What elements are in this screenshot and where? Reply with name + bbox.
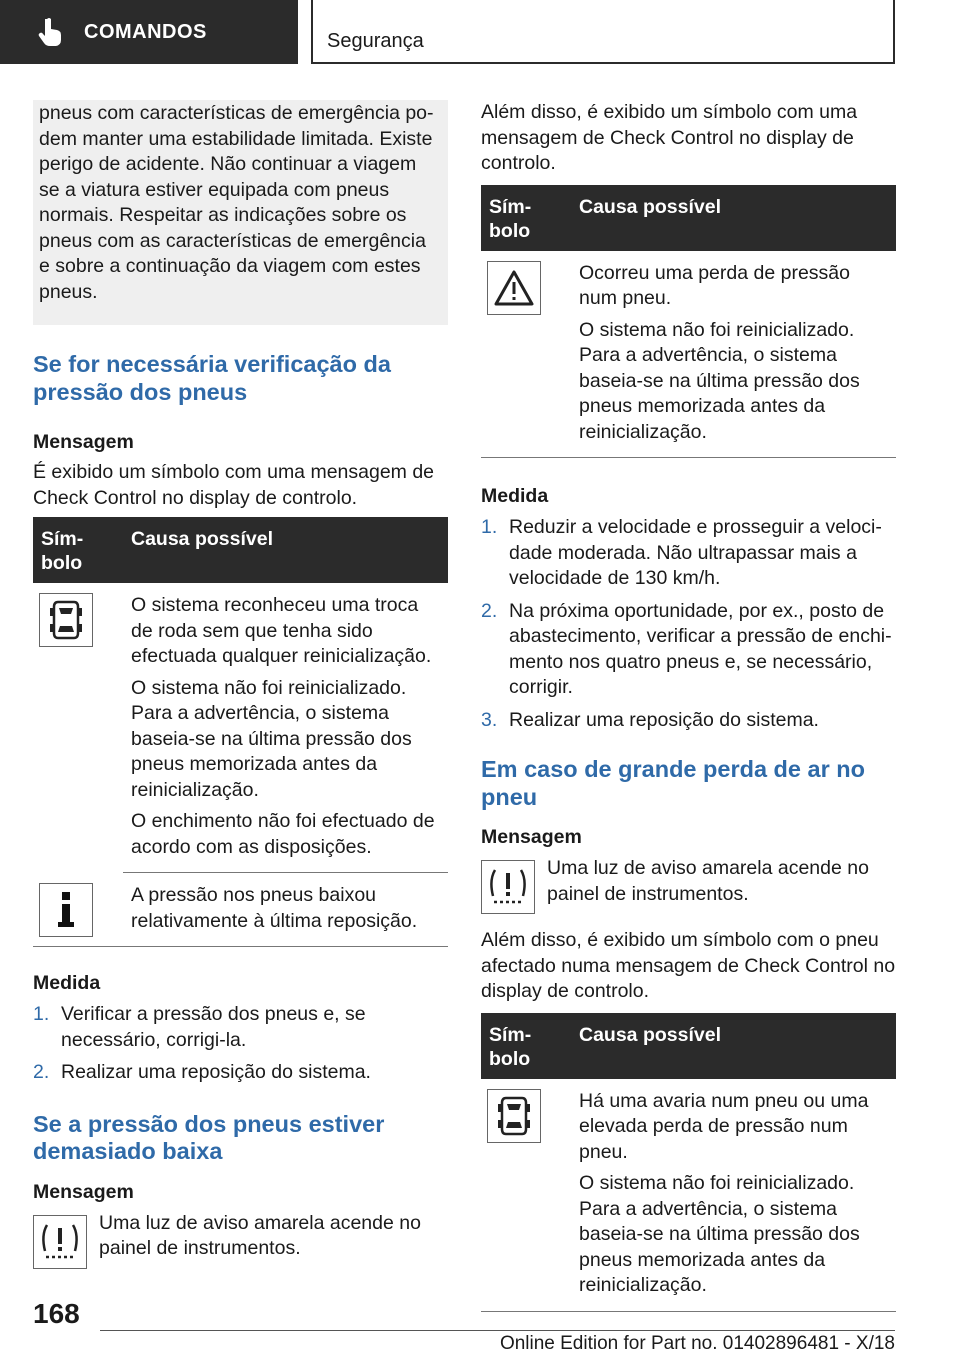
cause-text: Há uma avaria num pneu ou uma elevada perda de pressão num pneu.	[579, 1089, 869, 1163]
cause-text: O sistema não foi reinicializado. Para a advertência, o sistema baseia-se na última pressão dos pneus memorizada antes da reinicialização.	[131, 676, 412, 801]
symbol-table	[481, 1013, 896, 1312]
warning-triangle-icon	[487, 261, 541, 315]
tire-pressure-warning-icon	[33, 1215, 87, 1269]
car-tires-icon	[487, 1089, 541, 1143]
footer-divider	[100, 1330, 895, 1331]
symbol-table	[33, 517, 448, 947]
right-column	[481, 100, 896, 1312]
list-item: 2. Realizar uma reposição do sistema.	[33, 1061, 371, 1083]
table-header	[481, 1013, 896, 1079]
message-extra-text: Além disso, é exibido um símbolo com o pneu afectado numa mensagem de Check Control no display de controlo.	[481, 929, 896, 1002]
message-text: É exibido um símbolo com uma mensagem de Check Control no display de controlo.	[33, 461, 435, 509]
measure-heading: Medida	[481, 485, 549, 507]
intro-text: Além disso, é exibido um símbolo com uma mensagem de Check Control no display de controlo.	[481, 101, 858, 174]
section-title: Segurança	[327, 30, 424, 52]
table-row	[33, 583, 448, 873]
col-symbol: Símbolo	[33, 517, 123, 583]
left-column	[33, 100, 448, 1269]
list-item: 2. Na próxima oportunidade, por ex., posto de abastecimento, verificar a pressão de enchimento nos quatro pneus e, se necessário, corrigir.	[481, 599, 892, 698]
cause-text: O sistema reconheceu uma troca de roda sem que tenha sido efectuada qualquer reinicialização.	[131, 594, 432, 667]
car-tires-icon	[39, 593, 93, 647]
table-row	[33, 873, 448, 947]
chapter-tab[interactable]	[0, 0, 298, 64]
col-cause: Causa possível	[571, 1013, 896, 1079]
heading-check-pressure: Se for necessária verificação da pressão dos pneus	[33, 351, 391, 405]
symbol-table	[481, 185, 896, 459]
list-item: 3. Realizar uma reposição do sistema.	[481, 708, 819, 731]
col-symbol: Símbolo	[481, 1013, 571, 1079]
cause-text: O sistema não foi reinicializado. Para a advertência, o sistema baseia-se na última pressão dos pneus memorizada antes da reinicialização.	[579, 318, 860, 443]
col-symbol: Símbolo	[481, 185, 571, 251]
measure-heading: Medida	[33, 972, 101, 994]
section-header	[311, 0, 895, 64]
list-item: 1. Reduzir a velocidade e prosseguir a velocidade moderada. Não ultrapassar mais a velocidade de 130 km/h.	[481, 516, 882, 589]
table-header	[33, 517, 448, 583]
chapter-title: COMANDOS	[84, 20, 207, 43]
heading-low-pressure: Se a pressão dos pneus estiver demasiado baixa	[33, 1110, 385, 1164]
warning-note: pneus com características de emergência podem manter uma estabilidade limitada. Existe perigo de acidente. Não continuar a viagem se a viatura estiver equipada com pneus normais. Respeitar as indicações sobre os pneus com as características de emergência e sobre a continuação da viagem com estes pneus.	[33, 100, 448, 325]
message-text: Uma luz de aviso amarela acende no painel de instrumentos.	[99, 1211, 421, 1259]
page-number: 168	[33, 1298, 80, 1329]
col-cause: Causa possível	[571, 185, 896, 251]
message-heading: Mensagem	[33, 431, 134, 453]
tire-pressure-warning-icon	[481, 860, 535, 914]
message-heading: Mensagem	[33, 1180, 134, 1203]
table-row	[481, 251, 896, 458]
list-item: 1. Verificar a pressão dos pneus e, se necessário, corrigi-la.	[33, 1003, 366, 1051]
message-heading: Mensagem	[481, 826, 582, 848]
col-cause: Causa possível	[123, 517, 448, 583]
measure-steps	[481, 515, 896, 733]
info-icon	[39, 883, 93, 937]
pointing-hand-icon	[38, 17, 64, 47]
table-header	[481, 185, 896, 251]
cause-text: A pressão nos pneus baixou relativamente à última reposição.	[131, 884, 418, 932]
cause-text: O sistema não foi reinicializado. Para a advertência, o sistema baseia-se na última pressão dos pneus memorizada antes da reinicialização.	[579, 1172, 860, 1296]
edition-text: Online Edition for Part no. 01402896481 - X/18	[499, 1333, 895, 1354]
message-text: Uma luz de aviso amarela acende no painel de instrumentos.	[547, 857, 869, 905]
table-row	[481, 1079, 896, 1312]
cause-text: Ocorreu uma perda de pressão num pneu.	[579, 261, 850, 309]
cause-text: O enchimento não foi efectuado de acordo com as disposições.	[131, 810, 435, 858]
heading-air-loss: Em caso de grande perda de ar no pneu	[481, 756, 865, 810]
measure-steps	[33, 1002, 448, 1086]
